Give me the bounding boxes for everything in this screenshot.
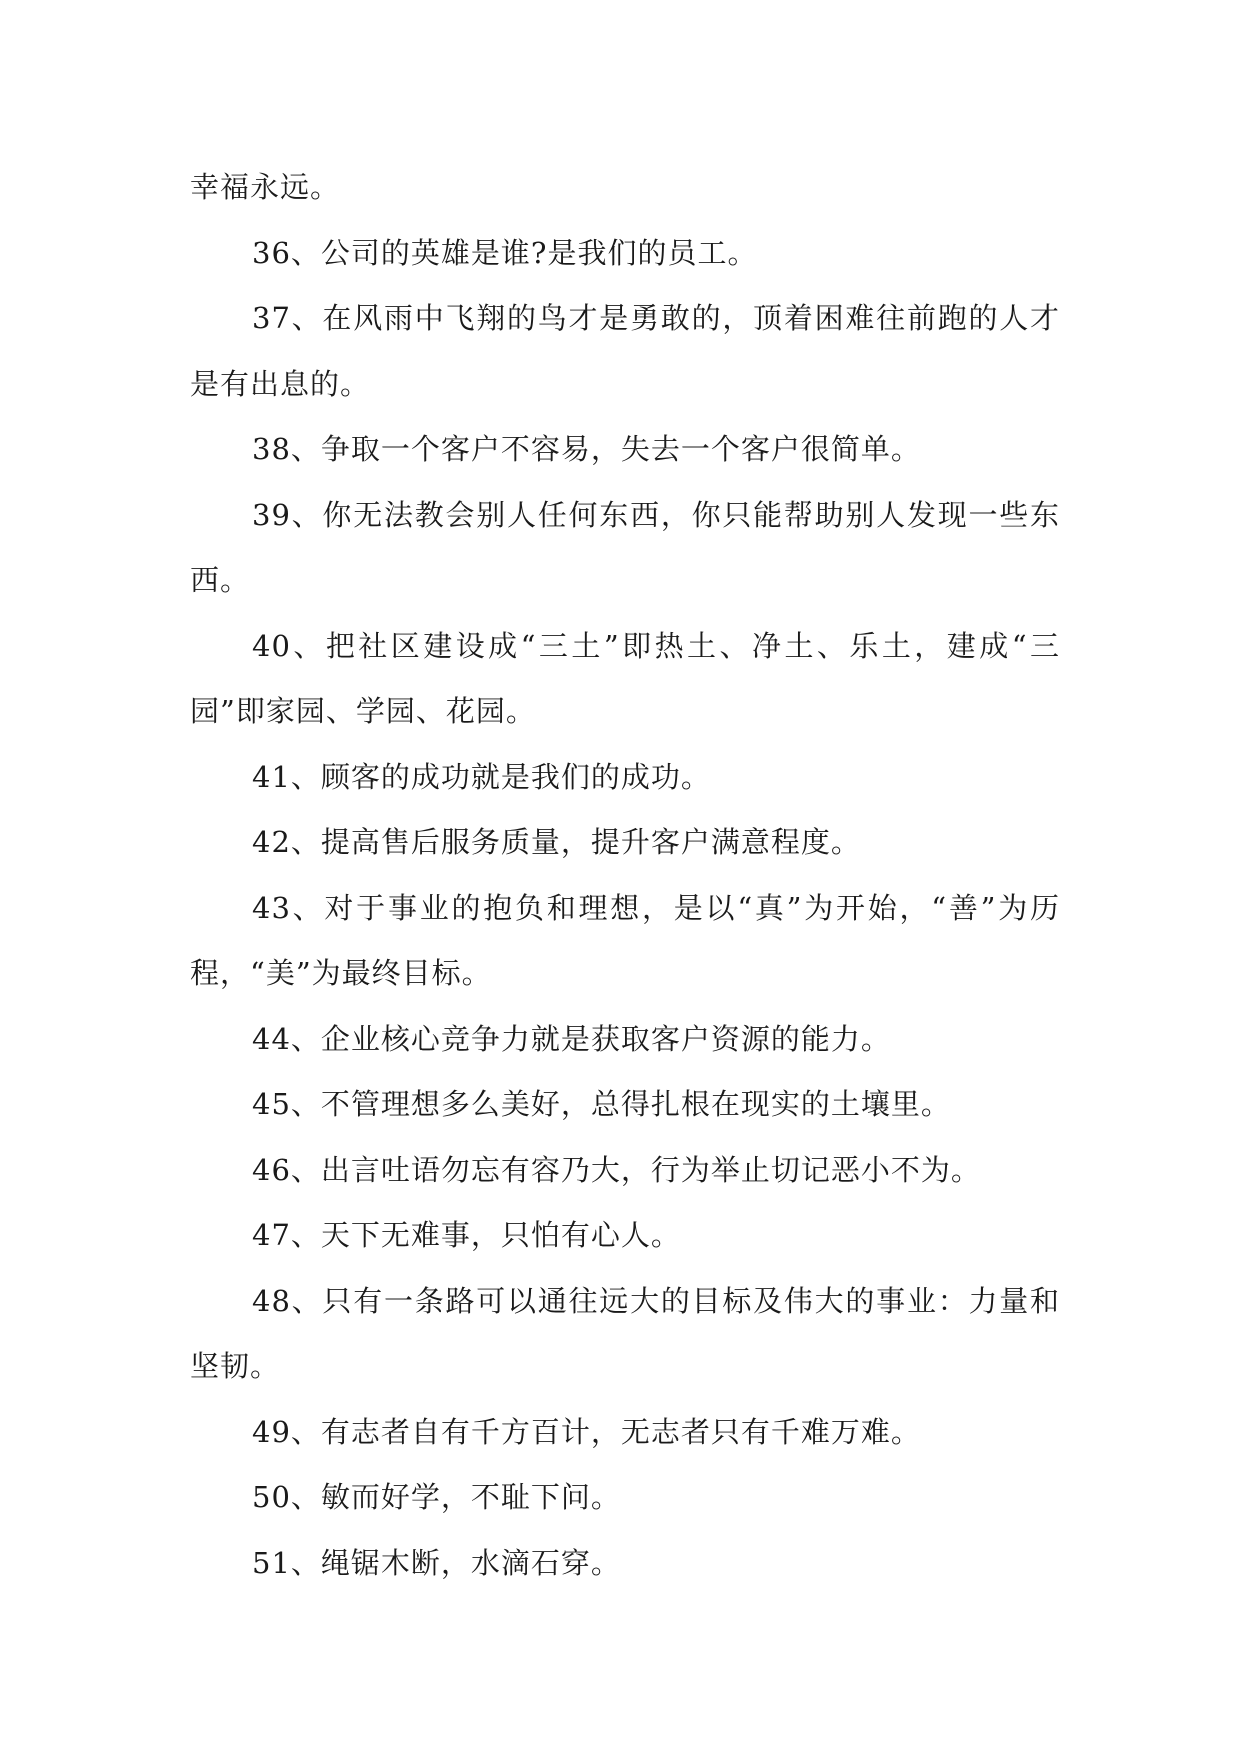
paragraph: 46、出言吐语勿忘有容乃大，行为举止切记恶小不为。	[252, 1152, 981, 1187]
paragraph: 47、天下无难事，只怕有心人。	[252, 1218, 681, 1252]
paragraph: 48、只有一条路可以通往远大的目标及伟大的事业：力量和坚韧。	[190, 1283, 1060, 1383]
paragraph: 45、不管理想多么美好，总得扎根在现实的土壤里。	[252, 1087, 951, 1121]
paragraph: 39、你无法教会别人任何东西，你只能帮助别人发现一些东西。	[190, 497, 1060, 597]
paragraph: 37、在风雨中飞翔的鸟才是勇敢的，顶着困难往前跑的人才是有出息的。	[190, 301, 1060, 401]
document-body	[190, 155, 1060, 1596]
paragraph: 幸福永远。	[190, 170, 341, 204]
paragraph: 38、争取一个客户不容易，失去一个客户很简单。	[252, 432, 921, 466]
paragraph: 44、企业核心竞争力就是获取客户资源的能力。	[252, 1021, 891, 1056]
paragraph: 49、有志者自有千方百计，无志者只有千难万难。	[252, 1414, 921, 1449]
paragraph: 40、把社区建设成“三土”即热土、净土、乐土，建成“三园”即家园、学园、花园。	[190, 628, 1060, 728]
paragraph: 43、对于事业的抱负和理想，是以“真”为开始，“善”为历程，“美”为最终目标。	[190, 890, 1060, 990]
paragraph: 50、敏而好学，不耻下问。	[252, 1480, 621, 1514]
paragraph: 42、提高售后服务质量，提升客户满意程度。	[252, 825, 861, 859]
paragraph: 41、顾客的成功就是我们的成功。	[252, 759, 711, 794]
paragraph: 36、公司的英雄是谁?是我们的员工。	[252, 235, 758, 270]
paragraph: 51、绳锯木断，水滴石穿。	[252, 1545, 621, 1580]
